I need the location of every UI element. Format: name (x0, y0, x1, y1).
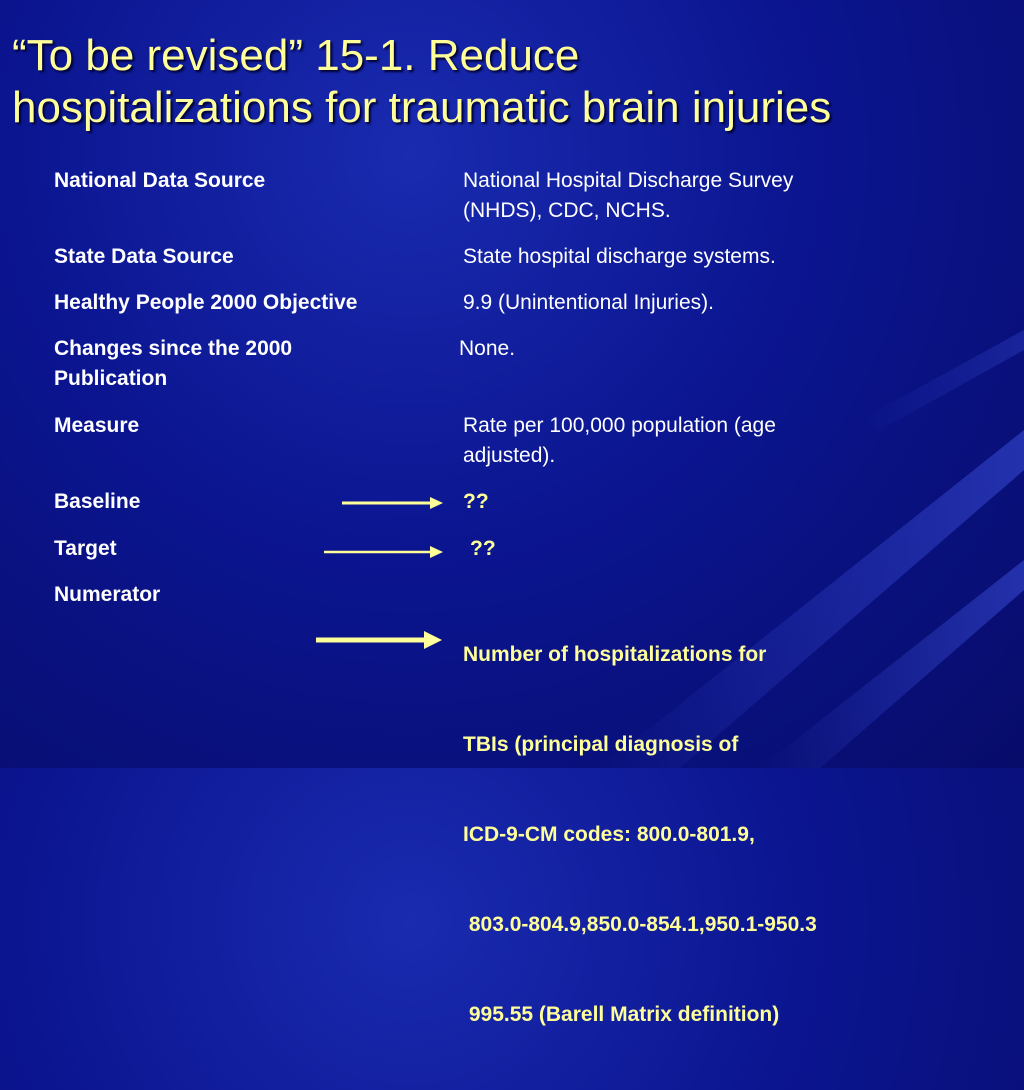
value-line: None. (459, 337, 516, 360)
label-state-data-source: State Data Source (54, 245, 234, 268)
value-line: ?? (470, 537, 496, 560)
label-national-data-source: National Data Source (54, 169, 266, 192)
value-line: (NHDS), CDC, NCHS. (463, 199, 671, 222)
label-line: Publication (54, 367, 168, 390)
value-numerator (463, 580, 903, 1090)
value-line: 995.55 (Barell Matrix definition) (463, 1003, 780, 1026)
value-line: ICD-9-CM codes: 800.0-801.9, (463, 823, 755, 846)
value-line: ?? (463, 490, 489, 513)
value-target (470, 534, 910, 564)
label-target: Target (54, 537, 117, 560)
label-healthy-people-objective: Healthy People 2000 Objective (54, 291, 358, 314)
value-measure (463, 411, 903, 471)
value-line: 9.9 (Unintentional Injuries). (463, 291, 714, 314)
label-line: Changes since the 2000 (54, 337, 293, 360)
value-line: National Hospital Discharge Survey (463, 169, 794, 192)
value-baseline (463, 487, 903, 517)
label-changes-since-publication (54, 334, 434, 394)
value-line: Rate per 100,000 population (age (463, 414, 776, 437)
value-changes-since-publication (459, 334, 899, 364)
numerator-arrow-icon (314, 627, 444, 653)
label-measure: Measure (54, 414, 140, 437)
baseline-arrow-icon (340, 494, 445, 512)
label-numerator: Numerator (54, 583, 161, 606)
value-healthy-people-objective (463, 288, 903, 318)
target-arrow-icon (322, 543, 447, 561)
value-state-data-source (463, 242, 903, 272)
value-line: 803.0-804.9,850.0-854.1,950.1-950.3 (463, 913, 817, 936)
value-line: Number of hospitalizations for (463, 643, 767, 666)
title-line-1: “To be revised” 15-1. Reduce (12, 31, 580, 80)
slide-title (12, 30, 1012, 134)
value-national-data-source (463, 166, 903, 226)
value-line: adjusted). (463, 444, 556, 467)
value-line: TBIs (principal diagnosis of (463, 733, 739, 756)
label-baseline: Baseline (54, 490, 141, 513)
title-line-2: hospitalizations for traumatic brain injuries (12, 83, 832, 132)
value-line: State hospital discharge systems. (463, 245, 776, 268)
